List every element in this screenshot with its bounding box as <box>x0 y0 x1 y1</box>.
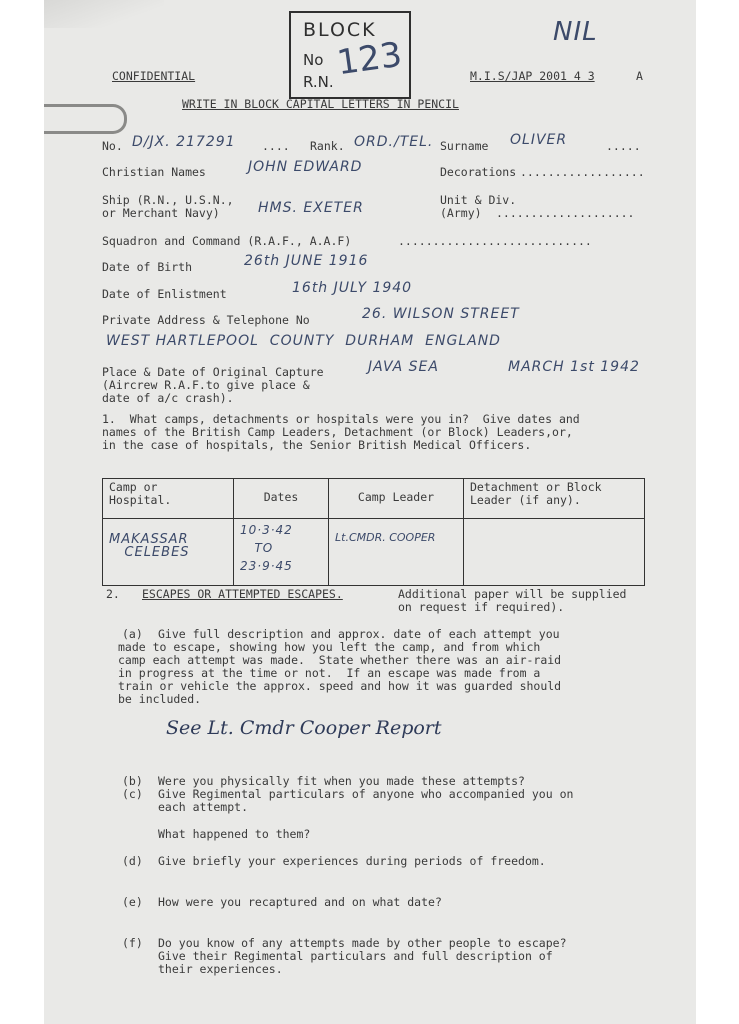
header-dates: Dates <box>234 479 329 519</box>
question-1-line-3: in the case of hospitals, the Senior British Medical Officers. <box>102 438 532 452</box>
rank-label: Rank. <box>310 139 345 153</box>
q2c-label: (c) <box>122 787 143 801</box>
q2a-line-6: be included. <box>118 692 202 706</box>
question-1-line-2: names of the British Camp Leaders, Detachment (or Block) Leaders,or, <box>102 425 573 439</box>
capture-label-2: (Aircrew R.A.F.to give place & <box>102 378 310 392</box>
question-2-number: 2. <box>106 587 120 601</box>
dob-label: Date of Birth <box>102 260 193 274</box>
block-stamp <box>289 11 411 99</box>
header-camp-leader: Camp Leader <box>329 479 464 519</box>
question-2-title: ESCAPES OR ATTEMPTED ESCAPES. <box>142 587 343 601</box>
q2a-line-1: Give full description and approx. date of each attempt you <box>158 627 560 641</box>
christian-names-label: Christian Names <box>102 165 206 179</box>
stamp-no-label: No <box>303 51 324 69</box>
capture-date: MARCH 1st 1942 <box>508 359 640 375</box>
header-block-leader: Detachment or Block Leader (if any). <box>464 479 645 519</box>
q2f-line-3: their experiences. <box>158 962 283 976</box>
unit-label-2: (Army) <box>440 206 482 220</box>
address-line-2: WEST HARTLEPOOL COUNTY DURHAM ENGLAND <box>106 333 501 349</box>
surname-label: Surname <box>440 139 489 153</box>
question-2-note-1: Additional paper will be supplied <box>398 587 627 601</box>
capture-label-1: Place & Date of Original Capture <box>102 365 324 379</box>
ship-label-1: Ship (R.N., U.S.N., <box>102 193 234 207</box>
stamp-number: 123 <box>334 34 405 84</box>
squadron-label: Squadron and Command (R.A.F., A.A.F) <box>102 234 352 248</box>
no-label: No. <box>102 139 123 153</box>
enlistment-label: Date of Enlistment <box>102 287 227 301</box>
q2f-label: (f) <box>122 936 143 950</box>
q2a-line-4: in progress at the time or not. If an escape was made from a <box>118 666 541 680</box>
q2c-line-1: Give Regimental particulars of anyone who accompanied you on <box>158 787 574 801</box>
q2b-label: (b) <box>122 774 143 788</box>
reference-number: M.I.S/JAP 2001 4 3 <box>470 69 595 83</box>
question-1-line-1: 1. What camps, detachments or hospitals were you in? Give dates and <box>102 412 580 426</box>
table-row <box>103 519 645 586</box>
q2a-line-2: made to escape, showing how you left the camp, and from which <box>118 640 541 654</box>
page-fold <box>44 0 164 28</box>
enlistment-value: 16th JULY 1940 <box>292 280 413 296</box>
binder-ring <box>44 104 127 134</box>
reference-suffix: A <box>636 69 643 83</box>
squadron-dots: ............................ <box>398 234 592 248</box>
q2b-text: Were you physically fit when you made these attempts? <box>158 774 525 788</box>
cell-dates: 10·3·42 TO 23·9·45 <box>234 519 329 586</box>
unit-label-1: Unit & Div. <box>440 193 517 207</box>
stamp-block-label: BLOCK <box>303 19 377 41</box>
dob-value: 26th JUNE 1916 <box>244 253 369 269</box>
pencil-instruction: WRITE IN BLOCK CAPITAL LETTERS IN PENCIL <box>182 97 459 111</box>
unit-dots: .................... <box>496 206 635 220</box>
header-camp: Camp or Hospital. <box>103 479 234 519</box>
address-label: Private Address & Telephone No <box>102 313 310 327</box>
decorations-dots: .................. <box>520 165 645 179</box>
ship-value: HMS. EXETER <box>258 200 364 216</box>
q2d-label: (d) <box>122 854 143 868</box>
classification: CONFIDENTIAL <box>112 69 196 83</box>
christian-names-value: JOHN EDWARD <box>248 159 363 175</box>
capture-label-3: date of a/c crash). <box>102 391 234 405</box>
q2d-text: Give briefly your experiences during periods of freedom. <box>158 854 546 868</box>
table-header-row <box>103 479 645 519</box>
ship-label-2: or Merchant Navy) <box>102 206 220 220</box>
q2f-line-2: Give their Regimental particulars and full description of <box>158 949 553 963</box>
nil-note: NIL <box>553 17 598 47</box>
q2e-text: How were you recaptured and on what date? <box>158 895 442 909</box>
q2a-label: (a) <box>122 627 143 641</box>
cell-block-leader <box>464 519 645 586</box>
q2c-line-2: each attempt. <box>158 800 249 814</box>
capture-place: JAVA SEA <box>368 359 439 375</box>
question-2-note-2: on request if required). <box>398 600 565 614</box>
handwritten-answer: See Lt. Cmdr Cooper Report <box>166 717 442 739</box>
q2a-line-5: train or vehicle the approx. speed and how it was guarded should <box>118 679 562 693</box>
decorations-label: Decorations <box>440 165 517 179</box>
stamp-rn-label: R.N. <box>303 73 334 91</box>
q2a-line-3: camp each attempt was made. State whether there was an air-raid <box>118 653 562 667</box>
q2f-line-1: Do you know of any attempts made by other people to escape? <box>158 936 567 950</box>
cell-camp-leader: Lt.CMDR. COOPER <box>329 519 464 586</box>
q2c-line-3: What happened to them? <box>158 827 311 841</box>
surname-dots: ..... <box>606 139 641 153</box>
q2e-label: (e) <box>122 895 143 909</box>
camps-table <box>102 478 645 586</box>
rank-value: ORD./TEL. <box>354 134 434 150</box>
service-number: D/JX. 217291 <box>132 134 236 150</box>
address-line-1: 26. WILSON STREET <box>362 306 520 322</box>
cell-camp: MAKASSAR CELEBES <box>103 519 234 586</box>
surname-value: OLIVER <box>510 132 568 148</box>
no-dots: .... <box>262 139 290 153</box>
